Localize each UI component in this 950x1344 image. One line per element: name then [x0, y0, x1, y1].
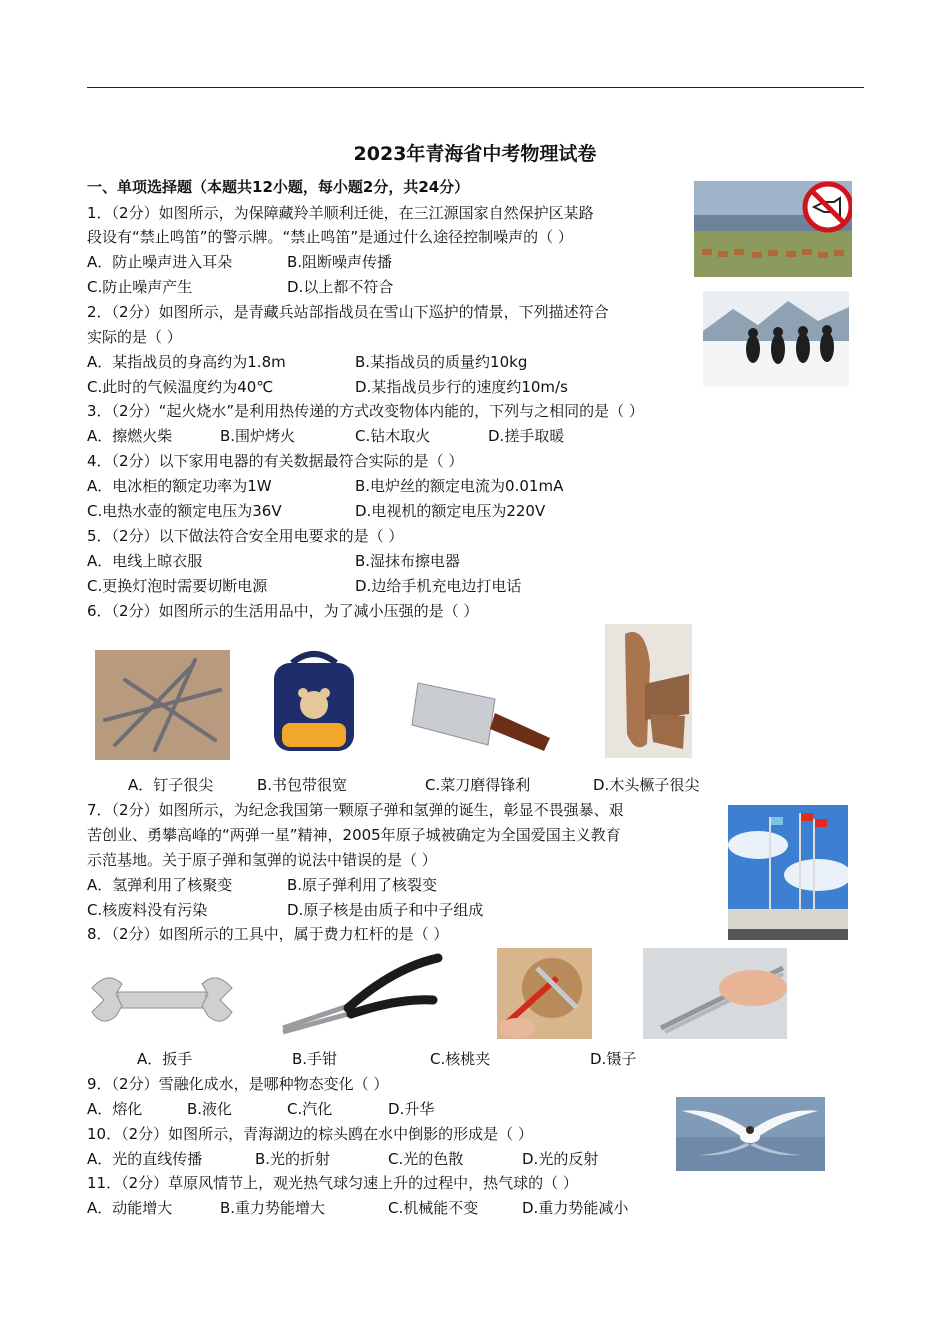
q2-option-a[interactable]: A．某指战员的身高约为1.8m — [87, 353, 286, 371]
q7-stem-line1: 7．（2分）如图所示，为纪念我国第一颗原子弹和氢弹的诞生，彰显不畏强暴、艰 — [87, 801, 624, 819]
q8-image-tweezers — [643, 948, 787, 1039]
q1-option-d[interactable]: D.以上都不符合 — [287, 278, 394, 296]
q11-option-a[interactable]: A．动能增大 — [87, 1199, 173, 1217]
q11-option-d[interactable]: D.重力势能减小 — [522, 1199, 629, 1217]
q9-option-b[interactable]: B.液化 — [187, 1100, 233, 1118]
q3-option-a[interactable]: A．擦燃火柴 — [87, 427, 173, 445]
q7-option-d[interactable]: D.原子核是由质子和中子组成 — [287, 901, 484, 919]
q6-image-nails — [95, 650, 230, 760]
q2-image-soldiers-snow — [703, 291, 849, 387]
q11-option-b[interactable]: B.重力势能增大 — [220, 1199, 326, 1217]
q5-stem-line1: 5．（2分）以下做法符合安全用电要求的是（ ） — [87, 527, 404, 545]
q7-stem-line2: 苦创业、勇攀高峰的“两弹一星”精神，2005年原子城被确定为全国爱国主义教育 — [87, 826, 621, 844]
q4-option-d[interactable]: D.电视机的额定电压为220V — [355, 502, 546, 520]
q5-option-d[interactable]: D.边给手机充电边打电话 — [355, 577, 522, 595]
q2-stem-line2: 实际的是（ ） — [87, 328, 182, 346]
q6-image-cleaver — [410, 673, 553, 758]
q8-image-wrench — [88, 970, 236, 1030]
q7-stem-line3: 示范基地。关于原子弹和氢弹的说法中错误的是（ ） — [87, 851, 437, 869]
header-rule — [87, 87, 864, 88]
q8-stem-line1: 8．（2分）如图所示的工具中，属于费力杠杆的是（ ） — [87, 925, 449, 943]
q1-option-b[interactable]: B.阻断噪声传播 — [287, 253, 393, 271]
q7-option-a[interactable]: A．氢弹利用了核聚变 — [87, 876, 233, 894]
q4-option-b[interactable]: B.电炉丝的额定电流为0.01mA — [355, 477, 564, 495]
q7-option-c[interactable]: C.核废料没有污染 — [87, 901, 208, 919]
q6-option-a[interactable]: A．钉子很尖 — [128, 776, 214, 794]
q5-option-b[interactable]: B.湿抹布擦电器 — [355, 552, 461, 570]
page-title: 2023年青海省中考物理试卷 — [353, 143, 597, 165]
q9-option-c[interactable]: C.汽化 — [287, 1100, 333, 1118]
q6-option-d[interactable]: D.木头橛子很尖 — [593, 776, 700, 794]
q8-option-a[interactable]: A．扳手 — [137, 1050, 193, 1068]
section-heading: 一、单项选择题（本题共12小题，每小题2分，共24分） — [87, 178, 470, 196]
q6-option-c[interactable]: C.菜刀磨得锋利 — [425, 776, 531, 794]
q9-option-d[interactable]: D.升华 — [388, 1100, 435, 1118]
q7-image-atomic-city-flags — [728, 805, 848, 940]
q2-option-b[interactable]: B.某指战员的质量约10kg — [355, 353, 528, 371]
q1-option-a[interactable]: A．防止噪声进入耳朵 — [87, 253, 233, 271]
q6-image-wooden-stakes — [605, 624, 692, 758]
q6-image-backpack — [258, 645, 370, 757]
q3-option-b[interactable]: B.围炉烤火 — [220, 427, 296, 445]
q3-option-d[interactable]: D.搓手取暖 — [488, 427, 565, 445]
q4-option-c[interactable]: C.电热水壶的额定电压为36V — [87, 502, 282, 520]
q10-option-d[interactable]: D.光的反射 — [522, 1150, 599, 1168]
q11-option-c[interactable]: C.机械能不变 — [388, 1199, 479, 1217]
q3-option-c[interactable]: C.钻木取火 — [355, 427, 431, 445]
q1-stem-line2: 段设有“禁止鸣笛”的警示牌。“禁止鸣笛”是通过什么途径控制噪声的（ ） — [87, 228, 573, 246]
q8-option-d[interactable]: D.镊子 — [590, 1050, 637, 1068]
q8-image-pliers — [273, 948, 443, 1043]
q2-stem-line1: 2．（2分）如图所示，是青藏兵站部指战员在雪山下巡护的情景，下列描述符合 — [87, 303, 609, 321]
q10-image-gull-reflection — [676, 1097, 825, 1171]
q10-stem-line1: 10．（2分）如图所示，青海湖边的棕头鸥在水中倒影的形成是（ ） — [87, 1125, 533, 1143]
q7-option-b[interactable]: B.原子弹利用了核裂变 — [287, 876, 438, 894]
q1-image-antelope-no-horn — [694, 181, 852, 277]
q4-option-a[interactable]: A．电冰柜的额定功率为1W — [87, 477, 272, 495]
q1-option-c[interactable]: C.防止噪声产生 — [87, 278, 193, 296]
q4-stem-line1: 4．（2分）以下家用电器的有关数据最符合实际的是（ ） — [87, 452, 464, 470]
q10-option-c[interactable]: C.光的色散 — [388, 1150, 464, 1168]
q9-option-a[interactable]: A．熔化 — [87, 1100, 143, 1118]
q2-option-c[interactable]: C.此时的气候温度约为40℃ — [87, 378, 274, 396]
q8-option-c[interactable]: C.核桃夹 — [430, 1050, 491, 1068]
q2-option-d[interactable]: D.某指战员步行的速度约10m/s — [355, 378, 568, 396]
q10-option-a[interactable]: A．光的直线传播 — [87, 1150, 203, 1168]
q9-stem-line1: 9．（2分）雪融化成水，是哪种物态变化（ ） — [87, 1075, 389, 1093]
q6-stem-line1: 6．（2分）如图所示的生活用品中，为了减小压强的是（ ） — [87, 602, 479, 620]
q8-image-nutcracker — [497, 948, 592, 1039]
q11-stem-line1: 11．（2分）草原风情节上，观光热气球匀速上升的过程中，热气球的（ ） — [87, 1174, 578, 1192]
q3-stem-line1: 3．（2分）“起火烧水”是利用热传递的方式改变物体内能的，下列与之相同的是（ ） — [87, 402, 644, 420]
q1-stem-line1: 1．（2分）如图所示，为保障藏羚羊顺利迁徙，在三江源国家自然保护区某路 — [87, 204, 594, 222]
q5-option-c[interactable]: C.更换灯泡时需要切断电源 — [87, 577, 268, 595]
q6-option-b[interactable]: B.书包带很宽 — [257, 776, 348, 794]
q10-option-b[interactable]: B.光的折射 — [255, 1150, 331, 1168]
q8-option-b[interactable]: B.手钳 — [292, 1050, 338, 1068]
q5-option-a[interactable]: A．电线上晾衣服 — [87, 552, 203, 570]
